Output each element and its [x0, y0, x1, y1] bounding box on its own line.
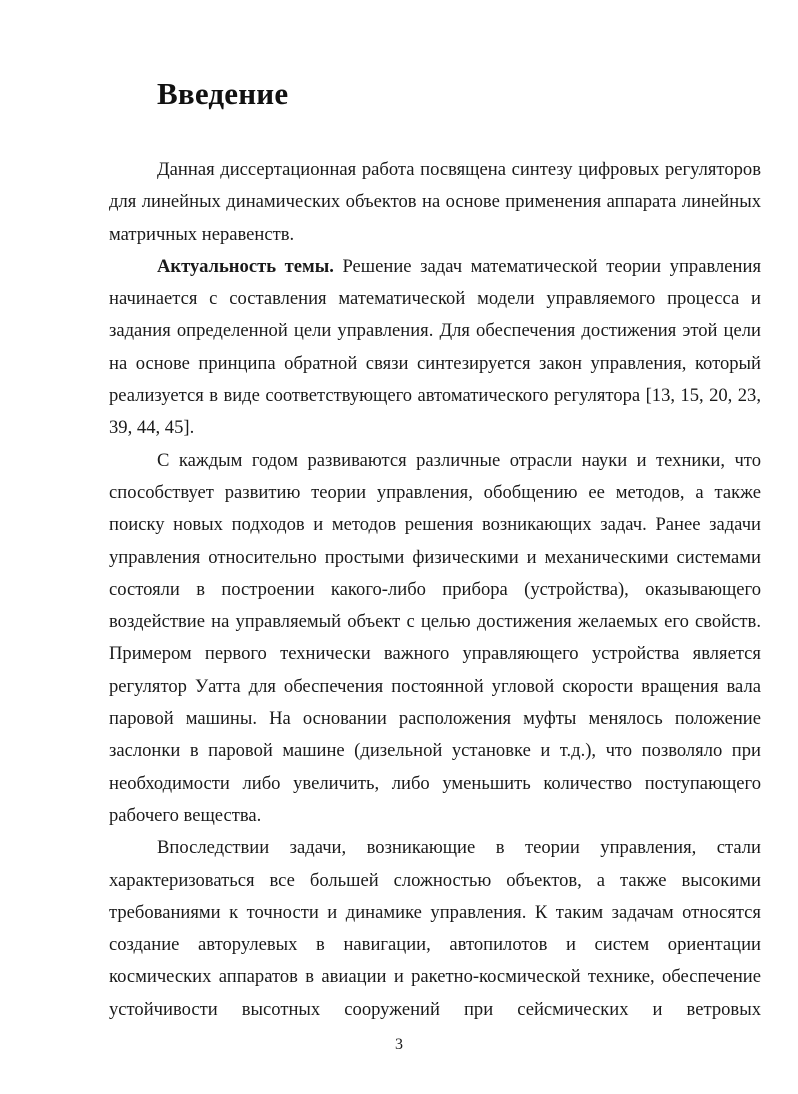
paragraph-text: Данная диссертационная работа посвящена синтезу цифровых регуляторов для линейных динамических объектов на основе применения аппарата линейных матричных неравенств. [109, 159, 761, 245]
paragraph-history [109, 445, 761, 833]
paragraph-lead: Актуальность темы. [157, 255, 334, 277]
body-text [109, 154, 761, 1026]
paragraph-text: Решение задач математической теории управления начинается с составления математической модели управляемого процесса и задания определенной цели управления. Для обеспечения достижения этой цели на основе принципа обратной связи синтезируется закон управления, который реализуется в виде соответствующего автоматического регулятора [13, 15, 20, 23, 39, 44, 45]. [109, 255, 761, 439]
section-heading: Введение [157, 76, 289, 111]
paragraph-text: Впоследствии задачи, возникающие в теории управления, стали характеризоваться все большей сложностью объектов, а также высокими требованиями к точности и динамике управления. К таким задачам относятся создание авторулевых в навигации, автопилотов и систем ориентации космических аппаратов в авиации и ракетно-космической технике, обеспечение устойчивости высотных сооружений при сейсмических и ветровых [109, 837, 761, 1020]
page-number: 3 [395, 1036, 403, 1053]
paragraph-complexity [109, 832, 761, 1026]
paragraph-text: С каждым годом развиваются различные отрасли науки и техники, что способствует развитию теории управления, обобщению ее методов, а также поиску новых подходов и методов решения возникающих задач. Ранее задачи управления относительно простыми физическими и механическими системами состояли в построении какого-либо прибора (устройства), оказывающего воздействие на управляемый объект с целью достижения желаемых его свойств. Примером первого технически важного управляющего устройства является регулятор Уатта для обеспечения постоянной угловой скорости вращения вала паровой машины. На основании расположения муфты менялось положение заслонки в паровой машине (дизельной установке и т.д.), что позволяло при необходимости либо увеличить, либо уменьшить количество поступающего рабочего вещества. [109, 449, 761, 826]
paragraph-relevance [109, 251, 761, 445]
paragraph-intro [109, 154, 761, 251]
